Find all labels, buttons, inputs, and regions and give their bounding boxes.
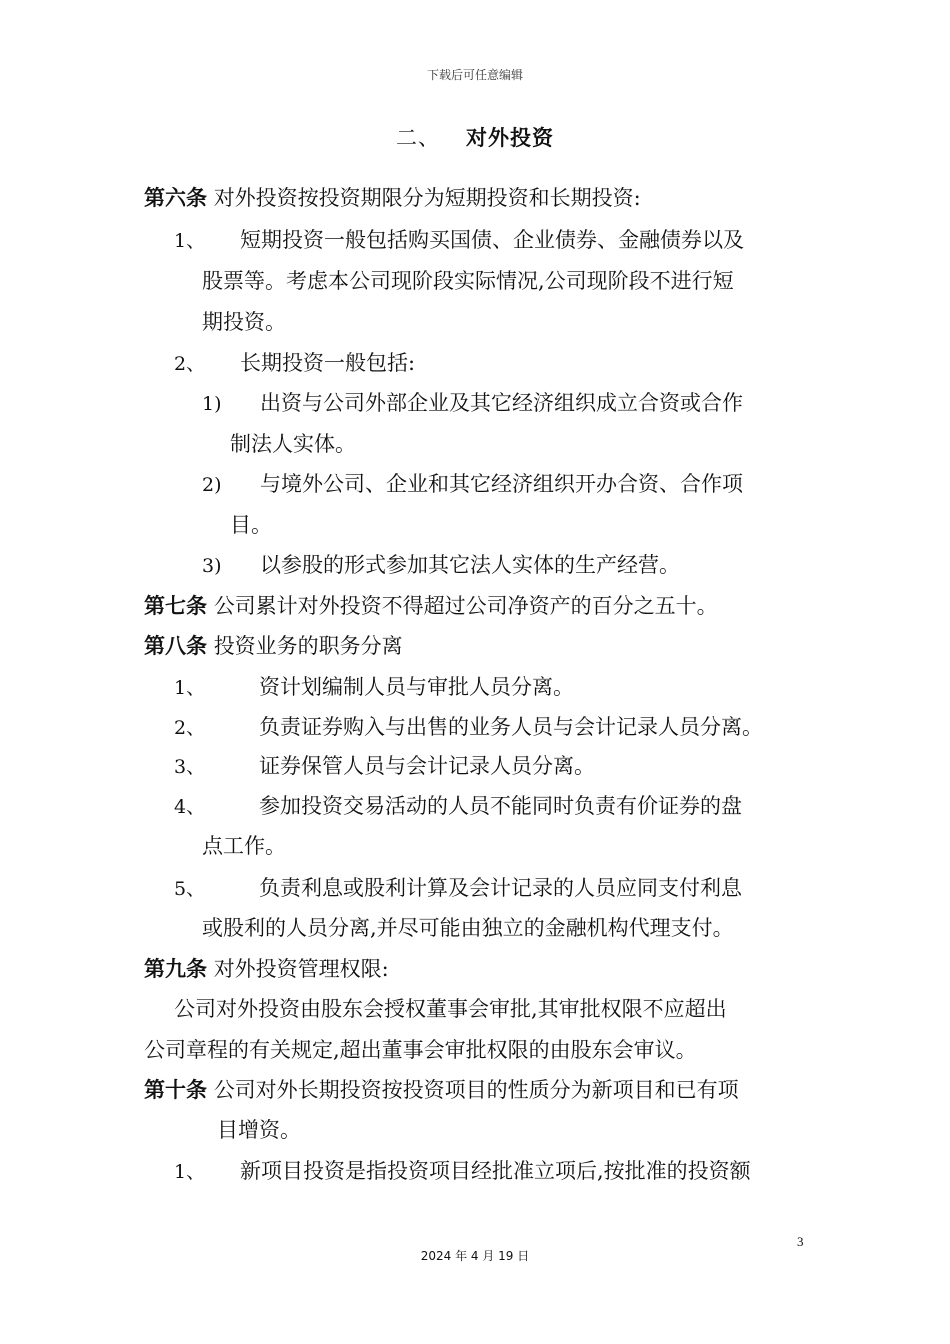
list-item-number: 1、 [174, 677, 206, 699]
article-label: 第十条 [144, 1078, 207, 1102]
list-item-text: 参加投资交易活动的人员不能同时负责有价证券的盘 [259, 794, 742, 818]
list-item-number: 1、 [174, 1161, 206, 1183]
article-text: 对外投资管理权限: [213, 957, 389, 981]
list-item-number: 3、 [174, 756, 206, 778]
article-text: 投资业务的职务分离 [213, 634, 403, 658]
article-text: 对外投资按投资期限分为短期投资和长期投资: [213, 186, 641, 210]
list-item-text: 负责证券购入与出售的业务人员与会计记录人员分离。 [259, 715, 763, 739]
article-6 [144, 183, 641, 213]
list-item-number: 5、 [174, 878, 206, 900]
article-text: 公司累计对外投资不得超过公司净资产的百分之五十。 [213, 594, 718, 618]
list-item-number: 1、 [174, 230, 206, 252]
article-7 [144, 591, 718, 621]
list-item-text: 资计划编制人员与审批人员分离。 [259, 675, 574, 699]
section-title [0, 122, 950, 152]
sublist-item-text: 目。 [230, 513, 272, 537]
page-number: 3 [797, 1234, 804, 1249]
list-item-number: 2、 [174, 717, 206, 739]
article-label: 第九条 [144, 957, 207, 981]
list-item-number: 4、 [174, 796, 206, 818]
section-title-text: 对外投资 [466, 126, 554, 150]
article-8 [144, 631, 403, 661]
sublist-item-text: 以参股的形式参加其它法人实体的生产经营。 [260, 553, 680, 577]
list-item-text: 长期投资一般包括: [240, 351, 416, 375]
article-label: 第八条 [144, 634, 207, 658]
list-item-text: 或股利的人员分离,并尽可能由独立的金融机构代理支付。 [202, 916, 734, 940]
list-item-text: 证券保管人员与会计记录人员分离。 [259, 754, 595, 778]
list-item-text: 新项目投资是指投资项目经批准立项后,按批准的投资额 [240, 1159, 751, 1183]
list-item-text: 点工作。 [202, 834, 286, 858]
sublist-item-text: 出资与公司外部企业及其它经济组织成立合资或合作 [260, 391, 743, 415]
article-text-continued: 目增资。 [217, 1118, 301, 1142]
article-text: 公司对外长期投资按投资项目的性质分为新项目和已有项 [213, 1078, 739, 1102]
list-item-text: 短期投资一般包括购买国债、企业债券、金融债券以及 [240, 228, 744, 252]
list-item-text: 股票等。考虑本公司现阶段实际情况,公司现阶段不进行短 [202, 269, 734, 293]
article-9 [144, 954, 389, 984]
list-item-number: 2、 [174, 353, 206, 375]
sublist-item-text: 制法人实体。 [230, 432, 356, 456]
list-item-text: 负责利息或股利计算及会计记录的人员应同支付利息 [259, 876, 742, 900]
section-number: 二、 [396, 126, 440, 150]
article-10 [144, 1075, 739, 1105]
sublist-item-number: 2) [202, 474, 222, 496]
sublist-item-text: 与境外公司、企业和其它经济组织开办合资、合作项 [260, 472, 743, 496]
sublist-item-number: 1) [202, 393, 222, 415]
page-header: 下载后可任意编辑 [426, 68, 523, 82]
article-label: 第六条 [144, 186, 207, 210]
list-item-text: 期投资。 [202, 310, 286, 334]
paragraph-line: 公司对外投资由股东会授权董事会审批,其审批权限不应超出 [174, 997, 727, 1021]
article-label: 第七条 [144, 594, 207, 618]
paragraph-line: 公司章程的有关规定,超出董事会审批权限的由股东会审议。 [144, 1038, 697, 1062]
sublist-item-number: 3) [202, 555, 222, 577]
footer-date: 2024 年 4 月 19 日 [420, 1249, 530, 1263]
